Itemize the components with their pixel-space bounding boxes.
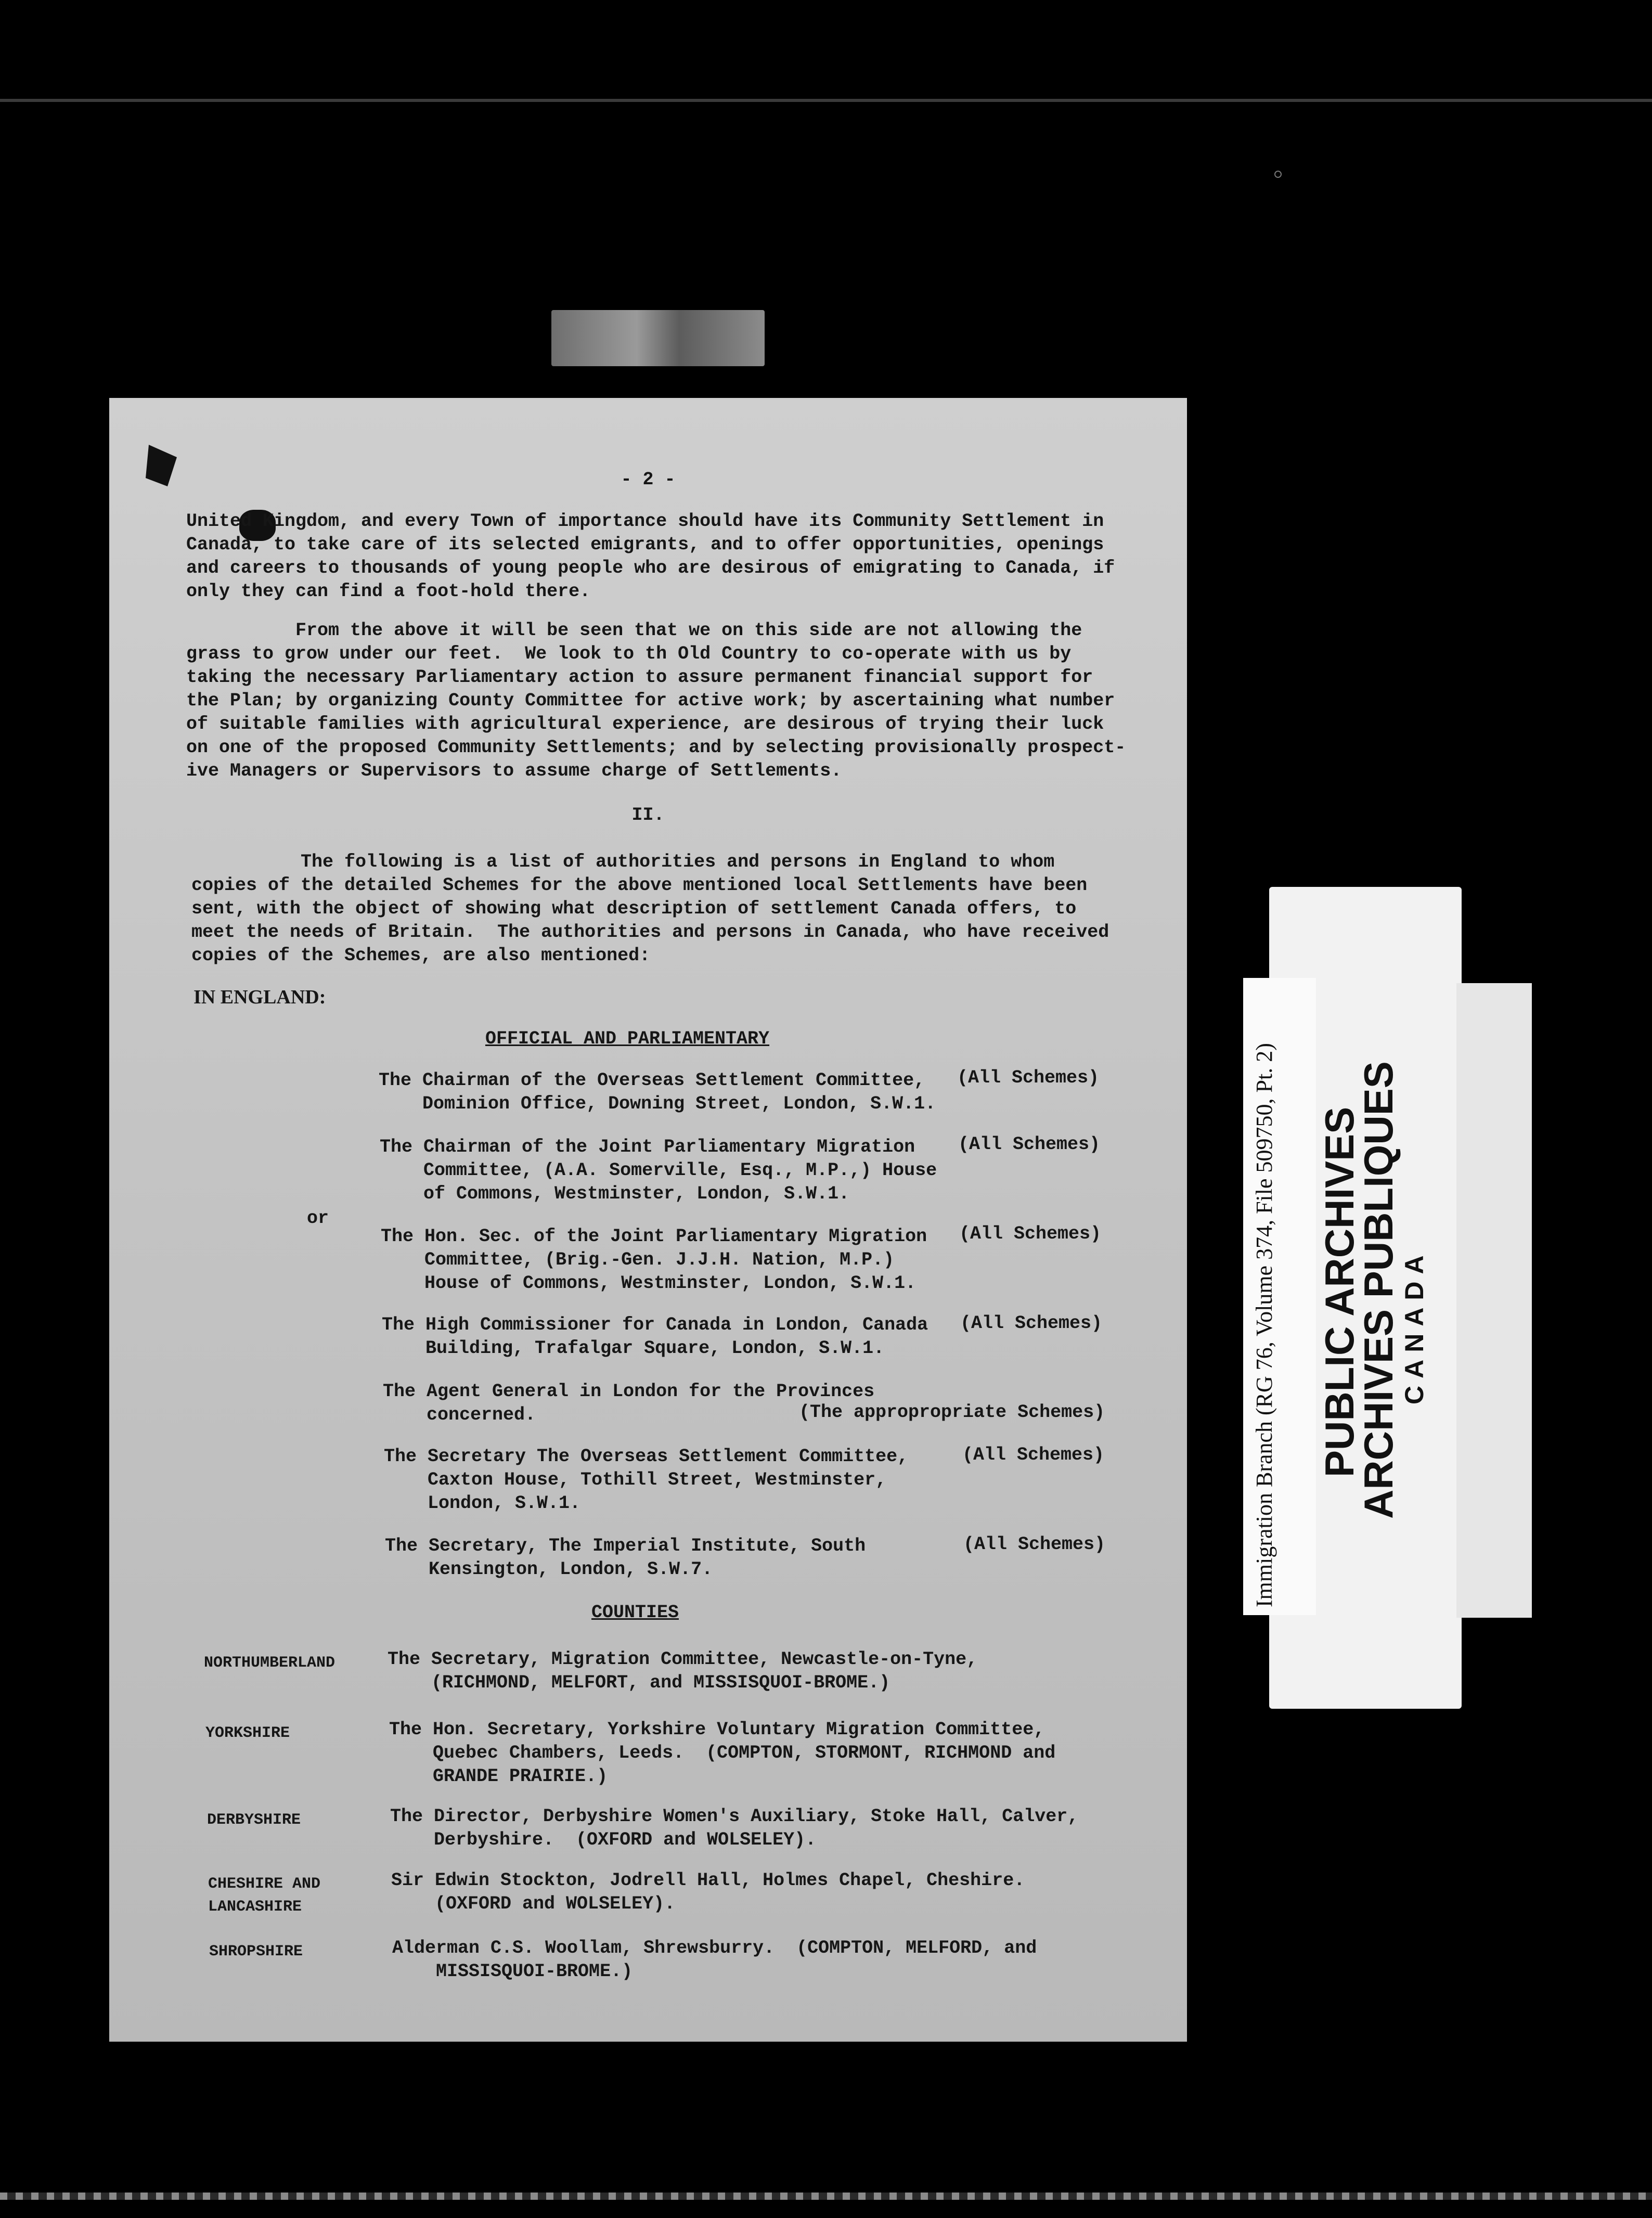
official-entry: The Chairman of the Joint Parliamentary Migration Committee, (A.A. Somerville, Esq., M.P.,) House of Commons, Westminster, London, S.W.1. bbox=[380, 1137, 937, 1204]
in-england-heading: IN ENGLAND: bbox=[193, 986, 326, 1008]
tape-strip bbox=[551, 310, 765, 366]
section-number: II. bbox=[631, 805, 665, 826]
official-entry: The Secretary The Overseas Settlement Committee, Caxton House, Tothill Street, Westminster, London, S.W.1. bbox=[384, 1446, 909, 1514]
official-entry: The High Commissioner for Canada in London, Canada Building, Trafalgar Square, London, S.W.1. bbox=[382, 1314, 928, 1359]
scheme-note: (All Schemes) bbox=[959, 1223, 1102, 1244]
county-entry: Alderman C.S. Woollam, Shrewsburry. (COMPTON, MELFORD, and MISSISQUOI-BROME.) bbox=[392, 1938, 1037, 1982]
page-number: - 2 - bbox=[621, 469, 676, 490]
county-label: SHROPSHIRE bbox=[209, 1943, 303, 1961]
county-entry: The Hon. Secretary, Yorkshire Voluntary Migration Committee, Quebec Chambers, Leeds. (COMPTON, STORMONT, RICHMOND and GRANDE PRAIRIE.) bbox=[389, 1719, 1056, 1787]
film-dot bbox=[1274, 171, 1282, 178]
county-label: DERBYSHIRE bbox=[207, 1811, 301, 1829]
scheme-note: (All Schemes) bbox=[960, 1313, 1103, 1334]
or-label: or bbox=[307, 1208, 329, 1229]
paragraph-3: The following is a list of authorities and persons in England to whom copies of the detailed Schemes for the above mentioned local Settlements have been sent, with the object of showing what description of settlement Canada offers, to meet the needs of Britain. The authorities and persons in Canada, who have received copies of the Schemes, are also mentioned: bbox=[191, 852, 1109, 966]
county-entry: The Director, Derbyshire Women's Auxiliary, Stoke Hall, Calver, Derbyshire. (OXFORD and WOLSELEY). bbox=[390, 1806, 1079, 1850]
archive-line-1: PUBLIC ARCHIVES bbox=[1317, 1106, 1362, 1477]
film-edge-bottom bbox=[0, 2193, 1652, 2200]
archive-reference: Immigration Branch (RG 76, Volume 374, File 509750, Pt. 2) bbox=[1251, 1043, 1277, 1607]
scheme-note: (All Schemes) bbox=[958, 1134, 1101, 1155]
film-edge-top bbox=[0, 99, 1652, 102]
paragraph-2: From the above it will be seen that we on this side are not allowing the grass to grow under our feet. We look to th Old Country to co-operate with us by taking the necessary Parliamentary action to assure permanent financial support for the Plan; by organizing County Committee for active work; by ascertaining what number of suitable families with agricultural experience, are desirous of trying their luck on one of the proposed Community Settlements; and by selecting provisionally prospect- ive Managers or Supervisors to assume charge of Settlements. bbox=[186, 620, 1126, 781]
counties-heading: COUNTIES bbox=[591, 1602, 679, 1623]
county-label: CHESHIRE AND LANCASHIRE bbox=[208, 1875, 321, 1916]
scheme-note: (All Schemes) bbox=[957, 1067, 1100, 1088]
archive-line-2: ARCHIVES PUBLIQUES bbox=[1356, 1061, 1401, 1519]
archive-label-backing bbox=[1456, 983, 1532, 1618]
official-heading: OFFICIAL AND PARLIAMENTARY bbox=[485, 1028, 770, 1049]
scheme-note: (All Schemes) bbox=[963, 1534, 1106, 1555]
archive-line-3: CANADA bbox=[1400, 1248, 1429, 1404]
official-entry: The Chairman of the Overseas Settlement Committee, Dominion Office, Downing Street, London, S.W.1. bbox=[379, 1070, 936, 1114]
scheme-note: (All Schemes) bbox=[962, 1445, 1105, 1465]
county-label: NORTHUMBERLAND bbox=[204, 1654, 335, 1672]
paragraph-1: United Kingdom, and every Town of importance should have its Community Settlement in Canada, to take care of its selected emigrants, and to offer opportunities, openings and careers to thousands of young people who are desirous of emigrating to Canada, if only they can find a foot-hold there. bbox=[186, 511, 1115, 602]
document-page bbox=[109, 398, 1187, 2042]
official-entry: The Secretary, The Imperial Institute, South Kensington, London, S.W.7. bbox=[385, 1536, 866, 1580]
official-entry: The Hon. Sec. of the Joint Parliamentary Migration Committee, (Brig.-Gen. J.J.H. Nation, M.P.) House of Commons, Westminster, London, S.W.1. bbox=[381, 1226, 927, 1294]
county-label: YORKSHIRE bbox=[205, 1724, 290, 1742]
official-entry: The Agent General in London for the Provinces concerned. bbox=[383, 1381, 875, 1425]
county-entry: The Secretary, Migration Committee, Newcastle-on-Tyne, (RICHMOND, MELFORT, and MISSISQUOI-BROME.) bbox=[388, 1649, 978, 1693]
county-entry: Sir Edwin Stockton, Jodrell Hall, Holmes Chapel, Cheshire. (OXFORD and WOLSELEY). bbox=[391, 1870, 1025, 1914]
scheme-note: (The appropropriate Schemes) bbox=[799, 1402, 1105, 1423]
